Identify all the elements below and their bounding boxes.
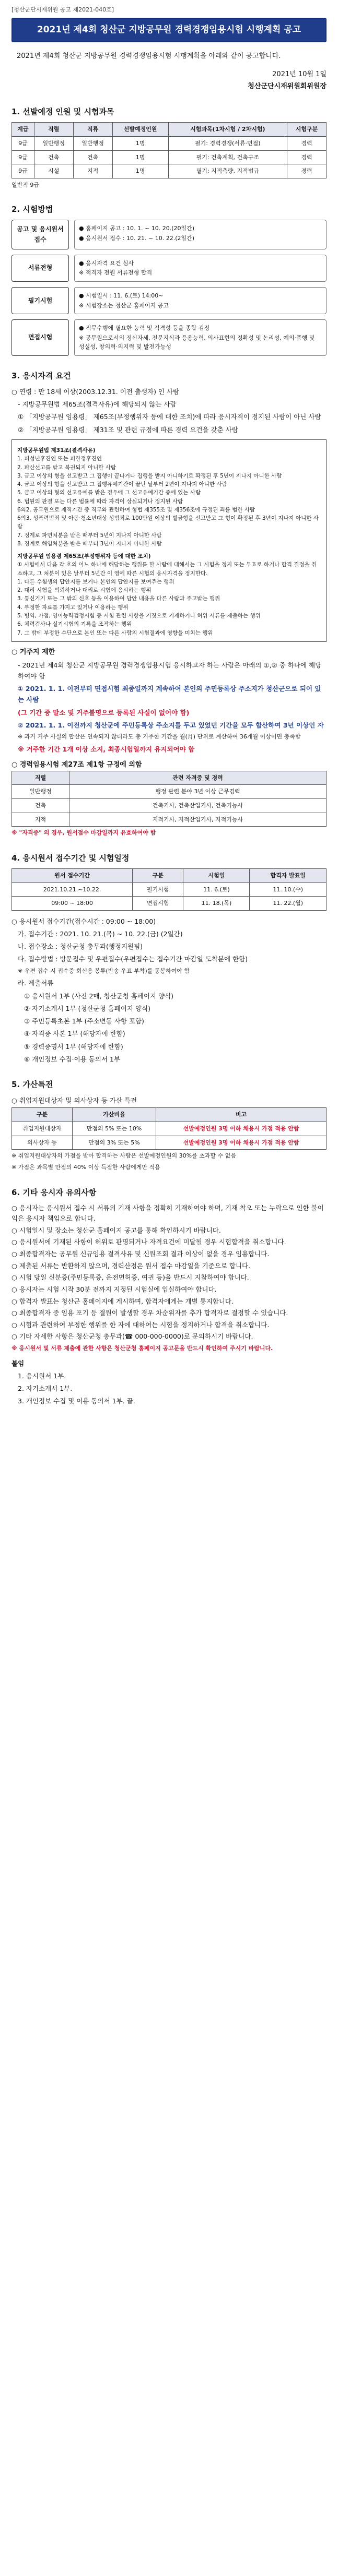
table-cell: 11. 18.(목) (183, 897, 250, 911)
col-header: 관련 자격증 및 경력 (69, 771, 327, 785)
table-cell: 1명 (112, 150, 168, 164)
apply-line: 나. 접수장소 : 청산군청 총무과(행정지원팀) (18, 943, 143, 951)
flow-desc-line: ● 시험일시 : 11. 6.(토) 14:00~ (79, 292, 164, 299)
box-heading: 지방공무원 임용령 제65조(부정행위자 등에 대한 조치) (17, 553, 151, 560)
apply-line: 가. 접수기간 : 2021. 10. 21.(목) ~ 10. 22.(금) (2일간) (18, 929, 183, 938)
doc-item: ① 응시원서 1부 (사진 2매, 청산군청 홈페이지 양식) (24, 992, 174, 1000)
table-cell: 경력 (287, 150, 327, 164)
table-cell: 경력 (287, 164, 327, 178)
box-line: 6의2. 공무원으로 재직기간 중 직무와 관련하여 형법 제355조 및 제356조에 규정된 죄를 범한 사람 (17, 506, 255, 513)
table-cell: 면접시험 (133, 897, 183, 911)
table-cell: 건축 (73, 150, 112, 164)
residence-line: - 2021년 제4회 청산군 지방공무원 경력경쟁임용시험 응시하고자 하는 사람은 아래의 ①,② 중 하나에 해당하여야 함 (18, 661, 322, 680)
notice-org: 청산군단시재위원회위원장 (248, 82, 327, 90)
apply-line: ○ 응시원서 접수기간(접수시간 : 09:00 ~ 18:00) (11, 917, 156, 925)
table-cell: 필기: 경력경쟁(서류·면접) (168, 137, 287, 151)
col-header: 원서 접수기간 (12, 868, 133, 882)
final-warning: ※ 응시원서 및 서류 제출에 관한 사항은 청산군청 홈페이지 공고문을 반드시 확인하여 주시기 바랍니다. (11, 1345, 273, 1352)
requirement-item: ① 「지방공무원 임용령」 제65조(부정행위자 등에 대한 조치)에 따라 응시자격이 정지된 사람이 아닌 사람 (18, 413, 321, 421)
box-line: 1. 피성년후견인 또는 피한정후견인 (17, 456, 102, 462)
table-row (12, 150, 327, 164)
table-cell: 11. 22.(월) (250, 897, 327, 911)
exam-process-flow (11, 220, 327, 356)
col-header: 직류 (73, 123, 112, 137)
flow-desc-line: ● 응시원서 접수 : 10. 21. ~ 10. 22.(2일간) (79, 235, 195, 242)
table-cell: 건축기사, 건축산업기사, 건축기능사 (69, 799, 327, 813)
table-cell: 필기: 지적측량, 지적법규 (168, 164, 287, 178)
schedule-table (11, 868, 327, 911)
col-header: 구분 (12, 1108, 73, 1122)
notice-number: [청산군단시재위원 공고 제2021-040호] (11, 6, 114, 13)
attachments-title: 붙임 (11, 1359, 25, 1367)
flow-desc-line: ● 홈페이지 공고 : 10. 1. ~ 10. 20.(20일간) (79, 225, 195, 232)
table-row (12, 785, 327, 799)
col-header: 직렬 (34, 123, 73, 137)
notice-title: 2021년 제4회 청산군 지방공무원 경력경쟁임용시험 시행계획 공고 (11, 18, 327, 42)
box-line: 5. 금고 이상의 형의 선고유예를 받은 경우에 그 선고유예기간 중에 있는 사람 (17, 490, 201, 496)
flow-desc (74, 287, 327, 314)
col-header: 직렬 (12, 771, 69, 785)
table-cell: 1명 (112, 164, 168, 178)
notice-date: 2021년 10월 1일 (272, 70, 327, 78)
box-line: 5. 병역, 가점, 영어능력검정시험 등 시험 관련 사항을 거짓으로 기재하거나 허위 서류를 제출하는 행위 (17, 613, 261, 619)
flow-desc (74, 220, 327, 249)
table-row (12, 1136, 327, 1150)
flow-desc-line: ● 직무수행에 필요한 능력 및 적격성 등을 종합 검정 (79, 325, 210, 332)
section-6-title: 6. 기타 응시자 유의사항 (11, 1187, 97, 1197)
apply-line: 다. 접수방법 : 방문접수 및 우편접수(우편접수는 접수기간 마감일 도착분에 한함) (18, 955, 248, 963)
table-cell: 9급 (12, 150, 34, 164)
group-label: 일반직 9급 (11, 181, 39, 188)
box-line: 4. 금고 이상의 형을 선고받고 그 집행유예기간이 끝난 날부터 2년이 지나지 아니한 사람 (17, 481, 227, 488)
box-line: 6. 체력검사나 실기시험의 기록을 조작하는 행위 (17, 621, 132, 628)
table-row (12, 897, 327, 911)
table-cell: 11. 6.(토) (183, 882, 250, 897)
table-cell: 지적 (73, 164, 112, 178)
box-line: 2. 파산선고를 받고 복권되지 아니한 사람 (17, 464, 116, 471)
cert-note: ※ "자격증" 의 경우, 원서접수 마감일까지 유효하여야 함 (11, 829, 156, 837)
residence-note: ※ 과거 거주 사실의 합산은 연속되지 않더라도 총 거주한 기간을 월(月) 단위로 계산하여 36개월 이상이면 충족함 (18, 733, 301, 741)
flow-step: 서류전형 (11, 255, 69, 282)
box-line: 3. 금고 이상의 형을 선고받고 그 집행이 끝나거나 집행을 받지 아니하기로 확정된 후 5년이 지나지 아니한 사람 (17, 472, 282, 479)
table-cell: 일반행정 (34, 137, 73, 151)
table-cell: 9급 (12, 164, 34, 178)
col-header: 구분 (133, 868, 183, 882)
requirement-item: - 지방공무원법 제65조(결격사유)에 해당되지 않는 사람 (18, 400, 177, 409)
list-item: ○ 응시자는 응시원서 접수 시 서류의 기재 사항을 정확히 기재하여야 하며, 기재 착오 또는 누락으로 인한 불이익은 응시자 책임으로 합니다. (11, 1203, 324, 1223)
list-item: ○ 시험 당일 신분증(주민등록증, 운전면허증, 여권 등)을 반드시 지참하여야 합니다. (11, 1273, 249, 1282)
col-header: 시험과목(1차시험 / 2차시험) (168, 123, 287, 137)
table-row (12, 799, 327, 813)
residence-line: ① 2021. 1. 1. 이전부터 면접시험 최종일까지 계속하여 본인의 주민등록상 주소지가 청산군으로 되어 있는 사람 (18, 685, 321, 704)
list-item: ○ 최종합격자는 공무원 신규임용 결격사유 및 신원조회 결과 이상이 없을 경우 임용합니다. (11, 1250, 270, 1258)
age-requirement: ○ 연령 : 만 18세 이상(2003.12.31. 이전 출생자) 인 사람 (11, 387, 180, 396)
flow-desc (74, 255, 327, 282)
table-row (12, 137, 327, 151)
residence-title: ○ 거주지 제한 (11, 648, 55, 656)
cert-title: ○ 경력임용시험 제27조 제1항 규정에 의함 (11, 761, 142, 769)
cert-table (11, 771, 327, 827)
flow-desc-line: ● 응시자격 요건 심사 (79, 259, 134, 267)
bonus-note: ※ 가점은 과목별 만점의 40% 이상 득점한 사람에게만 적용 (11, 1163, 160, 1171)
table-cell: 일반행정 (73, 137, 112, 151)
box-line: 3. 통신기기 또는 그 밖의 신호 등을 이용하여 답안 내용을 다른 사람과 주고받는 행위 (17, 595, 220, 602)
table-cell: 선발예정인원 3명 이하 채용시 가점 적용 안함 (156, 1136, 327, 1150)
doc-item: ② 자기소개서 1부 (청산군청 홈페이지 양식) (24, 1004, 150, 1012)
notice-list (11, 1203, 327, 1343)
requirement-item: ② 「지방공무원 임용령」 제31조 및 관련 규정에 따른 경력 요건을 갖춘 사람 (18, 425, 238, 434)
disqualification-box (11, 439, 327, 642)
flow-desc-line: ※ 적격자 전원 서류전형 합격 (79, 269, 153, 277)
apply-line: ※ 우편 접수 시 접수증 회신용 봉투(반송 우표 부착)를 동봉하여야 함 (18, 967, 190, 974)
table-cell: 1명 (112, 137, 168, 151)
flow-desc-line: ※ 공무원으로서의 정신자세, 전문지식과 응용능력, 의사표현의 정확성 및 논리성, 예의·품행 및 성실성, 창의력·의지력 및 발전가능성 (79, 334, 315, 351)
col-header: 시험일 (183, 868, 250, 882)
table-cell: 지적기사, 지적산업기사, 지적기능사 (69, 813, 327, 827)
col-header: 시험구분 (287, 123, 327, 137)
bonus-subtitle: ○ 취업지원대상자 및 의사상자 등 가산 특전 (11, 1096, 137, 1105)
table-cell: 필기: 건축계획, 건축구조 (168, 150, 287, 164)
box-line: 6의3. 성폭력범죄 및 아동·청소년대상 성범죄로 100만원 이상의 벌금형을 선고받고 그 형이 확정된 후 3년이 지나지 아니한 사람 (17, 515, 319, 530)
table-cell: 9급 (12, 137, 34, 151)
residence-line: ② 2021. 1. 1. 이전까지 청산군에 주민등록상 주소지를 두고 있었던 기간을 모두 합산하여 3년 이상인 자 (18, 721, 324, 729)
table-cell: 선발예정인원 3명 이하 채용시 가점 적용 안함 (156, 1122, 327, 1136)
section-4-title: 4. 응시원서 접수기간 및 시험일정 (11, 853, 130, 863)
box-line: 7. 징계로 파면처분을 받은 때부터 5년이 지나지 아니한 사람 (17, 532, 162, 539)
col-header: 선발예정인원 (112, 123, 168, 137)
table-cell: 일반행정 (12, 785, 69, 799)
list-item: ○ 응시자는 시험 시작 30분 전까지 지정된 시험실에 입실하여야 합니다. (11, 1285, 217, 1293)
box-heading: 지방공무원법 제31조(결격사유) (17, 447, 96, 454)
box-line: 8. 징계로 해임처분을 받은 때부터 3년이 지나지 아니한 사람 (17, 540, 162, 547)
attachments (11, 1358, 327, 1407)
doc-item: ③ 주민등록초본 1부 (주소변동 사항 포함) (24, 1017, 144, 1025)
table-cell: 지적 (12, 813, 69, 827)
flow-step: 면접시험 (11, 319, 69, 356)
table-cell: 만점의 3% 또는 5% (72, 1136, 156, 1150)
attachment-item: 1. 응시원서 1부. (18, 1372, 66, 1380)
table-cell: 11. 10.(수) (250, 882, 327, 897)
table-cell: 경력 (287, 137, 327, 151)
list-item: ○ 응시원서에 기재된 사항이 허위로 판명되거나 자격요건에 미달될 경우 시험합격을 취소합니다. (11, 1238, 286, 1246)
box-line: 7. 그 밖에 부정한 수단으로 본인 또는 다른 사람의 시험결과에 영향을 미치는 행위 (17, 629, 213, 636)
bonus-note: ※ 취업지원대상자의 가점을 받아 합격하는 사람은 선발예정인원의 30%를 초과할 수 없음 (11, 1152, 236, 1160)
list-item: ○ 최종합격자 중 임용 포기 등 결원이 발생할 경우 차순위자를 추가 합격자로 결정할 수 있습니다. (11, 1309, 288, 1317)
bonus-table (11, 1107, 327, 1150)
list-item: ○ 기타 자세한 사항은 청산군청 총무과(☎ 000-000-0000)로 문의하시기 바랍니다. (11, 1332, 253, 1341)
attachment-item: 3. 개인정보 수집 및 이용 동의서 1부. 끝. (18, 1397, 135, 1405)
list-item: ○ 합격자 발표는 청산군 홈페이지에 게시하며, 합격자에게는 개별 통지합니다. (11, 1297, 234, 1305)
attachment-item: 2. 자기소개서 1부. (18, 1385, 73, 1393)
box-line: 4. 부정한 자료를 가지고 있거나 이용하는 행위 (17, 604, 129, 611)
list-item: ○ 제출된 서류는 반환하지 않으며, 경력산정은 원서 접수 마감일을 기준으로 합니다. (11, 1261, 251, 1270)
table-cell: 취업지원대상자 (12, 1122, 73, 1136)
table-cell: 행정 관련 분야 3년 이상 근무경력 (69, 785, 327, 799)
doc-item: ⑤ 경력증명서 1부 (해당자에 한함) (24, 1042, 123, 1051)
flow-desc-line: ※ 시험장소는 청산군 홈페이지 공고 (79, 302, 169, 309)
box-line: 2. 대리 시험을 의뢰하거나 대리로 시험에 응시하는 행위 (17, 587, 151, 594)
box-line: ① 시험에서 다음 각 호의 어느 하나에 해당하는 행위를 한 사람에 대해서는 그 시험을 정지 또는 무효로 하거나 합격 결정을 취소하고, 그 처분이 있은 날부터 5년간 이 영에 따른 시험의 응시자격을 정지한다. (17, 562, 317, 577)
positions-table (11, 122, 327, 178)
col-header: 계급 (12, 123, 34, 137)
box-line: 6. 법원의 판결 또는 다른 법률에 따라 자격이 상실되거나 정지된 사람 (17, 498, 183, 505)
doc-item: ④ 자격증 사본 1부 (해당자에 한함) (24, 1030, 125, 1038)
docs-title: 라. 제출서류 (18, 979, 54, 987)
table-cell: 2021.10.21.~10.22. (12, 882, 133, 897)
col-header: 가산비율 (72, 1108, 156, 1122)
table-cell: 의사상자 등 (12, 1136, 73, 1150)
table-cell: 필기시험 (133, 882, 183, 897)
list-item: ○ 시험일시 및 장소는 청산군 홈페이지 공고를 통해 확인하시기 바랍니다. (11, 1226, 221, 1234)
table-cell: 만점의 5% 또는 10% (72, 1122, 156, 1136)
table-row (12, 882, 327, 897)
section-5-title: 5. 가산특전 (11, 1080, 53, 1090)
doc-item: ⑥ 개인정보 수집·이용 동의서 1부 (24, 1055, 120, 1063)
table-row (12, 1122, 327, 1136)
col-header: 비고 (156, 1108, 327, 1122)
list-item: ○ 시험과 관련하여 부정한 행위를 한 자에 대하여는 시험을 정지하거나 합격을 취소합니다. (11, 1320, 270, 1329)
table-row (12, 813, 327, 827)
residence-warning: ※ 거주한 기간 1개 이상 소지, 최종시험일까지 유지되어야 함 (18, 745, 195, 753)
section-2-title: 2. 시험방법 (11, 205, 53, 214)
box-line: 1. 다른 수험생의 답안지를 보거나 본인의 답안지를 보여주는 행위 (17, 578, 174, 585)
col-header: 합격자 발표일 (250, 868, 327, 882)
section-3-title: 3. 응시자격 요건 (11, 371, 71, 380)
flow-step: 공고 및 응시원서 접수 (11, 220, 69, 249)
residence-line: (그 기간 중 말소 및 거주불명으로 등록된 사실이 없어야 함) (18, 708, 190, 717)
table-row (12, 164, 327, 178)
flow-desc (74, 319, 327, 356)
flow-step: 필기시험 (11, 287, 69, 314)
table-cell: 건축 (34, 150, 73, 164)
table-cell: 시설 (34, 164, 73, 178)
lead-text: 2021년 제4회 청산군 지방공무원 경력경쟁임용시험 시행계획을 아래와 같이 공고합니다. (17, 52, 281, 60)
table-cell: 09:00 ~ 18:00 (12, 897, 133, 911)
table-cell: 건축 (12, 799, 69, 813)
section-1-title: 1. 선발예정 인원 및 시험과목 (11, 107, 114, 117)
